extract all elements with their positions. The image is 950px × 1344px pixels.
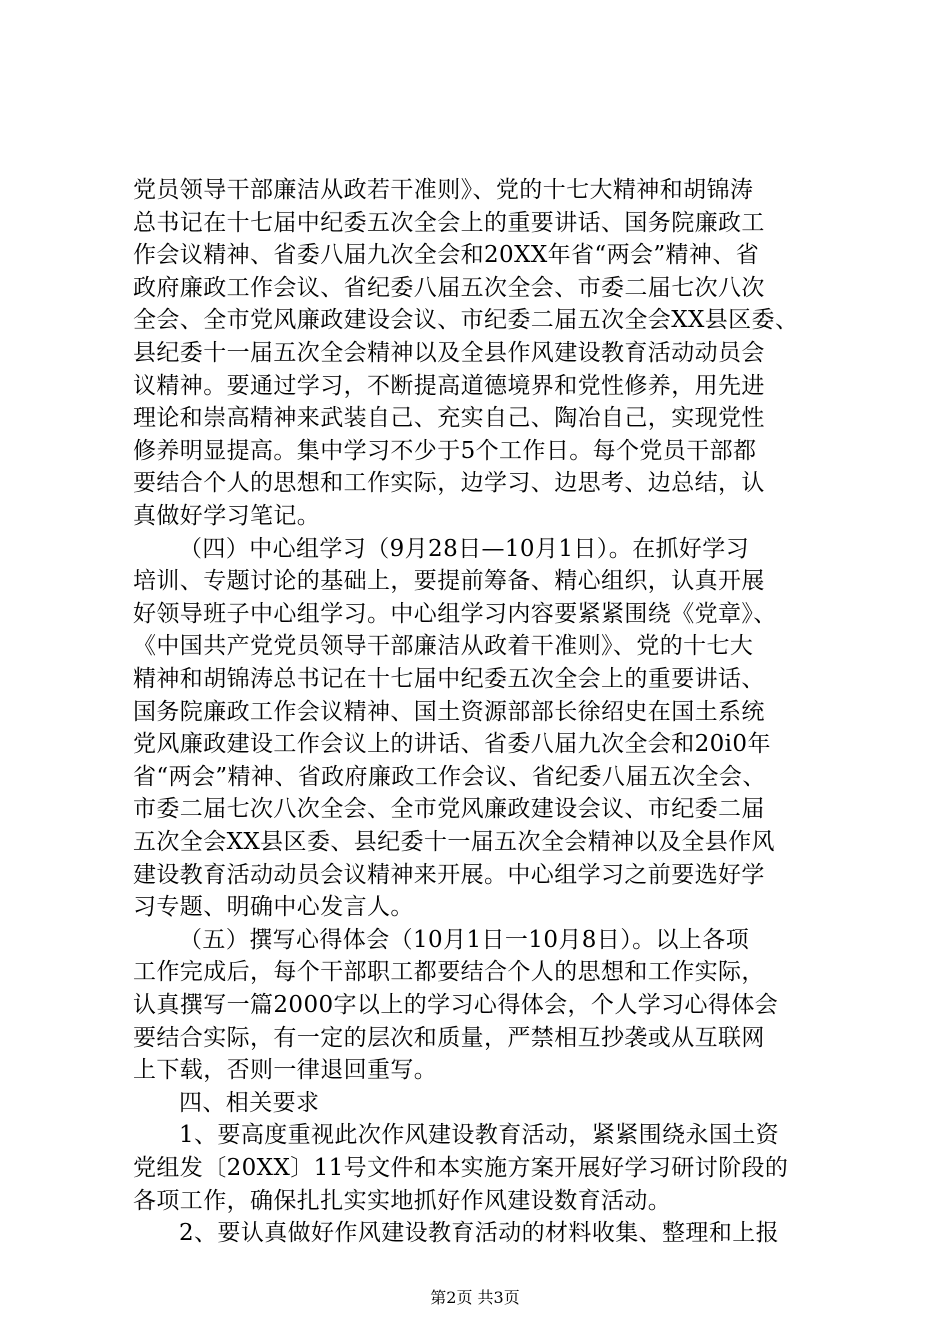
section-heading: 四、相关要求: [179, 1089, 320, 1116]
text-line: 党风廉政建设工作会议上的讲话、省委八届九次全会和20i0年: [133, 731, 771, 758]
text-line: 国务院廉政工作会议精神、国土资源部部长徐绍史在国土系统: [133, 698, 765, 725]
paragraph-heading: （五）撰写心得体会（10月1日一10月8日）。以上各项: [179, 926, 750, 953]
text-line: 党员领导干部廉洁从政若干准则》、党的十七大精神和胡锦涛: [133, 177, 754, 203]
text-line: 全会、全市党风廉政建设会议、市纪委二届五次全会XX县区委、: [133, 307, 799, 334]
text-line: 真做好学习笔记。: [133, 503, 321, 529]
text-line: 要结合个人的思想和工作实际，边学习、边思考、边总结，认: [133, 470, 765, 497]
text-line: 工作完成后，每个干部职工都要结合个人的思想和工作实际，: [133, 959, 765, 986]
text-line: 各项工作，确保扎扎实实地抓好作风建设数育活动。: [133, 1187, 672, 1214]
paragraph-start: 2、要认真做好作风建设教育活动的材料收集、整理和上报: [179, 1220, 780, 1247]
text-line: 县纪委十一届五次全会精神以及全县作风建设教育活动动员会: [133, 340, 765, 366]
text-line: 精神和胡锦涛总书记在十七届中纪委五次全会上的重要讲话、: [133, 666, 765, 692]
paragraph-heading: （四）中心组学习（9月28日—10月1日）。在抓好学习: [179, 535, 750, 562]
text-line: 总书记在十七届中纪委五次全会上的重要讲话、国务院廉政工: [133, 209, 765, 236]
page-number: 第2页 共3页: [430, 1288, 520, 1307]
paragraph-start: 1、要高度重视此次作风建设教育活动，紧紧围绕永国土资: [179, 1122, 780, 1149]
text-line: 建设教育活动动员会议精神来开展。中心组学习之前要选好学: [133, 861, 765, 888]
text-line: 政府廉政工作会议、省纪委八届五次全会、市委二届七次八次: [133, 274, 765, 301]
text-line: 《中国共产党党员领导干部廉洁从政着干准则》、党的十七大: [133, 633, 754, 660]
text-line: 修养明显提高。集中学习不少于5个工作日。每个党员干部都: [133, 437, 757, 464]
text-line: 要结合实际，有一定的层次和质量，严禁相互抄袭或从互联网: [133, 1024, 765, 1051]
text-line: 好领导班子中心组学习。中心组学习内容要紧紧围绕《党章》、: [133, 600, 777, 627]
text-line: 上下载，否则一律退回重写。: [133, 1057, 438, 1084]
text-line: 党组发〔20XX〕11号文件和本实施方案开展好学习研讨阶段的: [133, 1155, 789, 1181]
text-line: 省“两会”精神、省政府廉政工作会议、省纪委八届五次全会、: [133, 763, 766, 790]
text-line: 培训、专题讨论的基础上，要提前筹备、精心组织，认真开展: [133, 568, 765, 595]
text-line: 理论和崇高精神来武装自己、充实自己、陶冶自己，实现党性: [133, 405, 765, 432]
text-line: 习专题、明确中心发言人。: [133, 894, 414, 921]
text-line: 市委二届七次八次全会、全市党风廉政建设会议、市纪委二届: [133, 796, 765, 823]
text-line: 议精神。要通过学习，不断提高道德境界和党性修养，用先进: [133, 372, 765, 399]
text-line: 认真撰写一篇2000字以上的学习心得体会，个人学习心得体会: [133, 992, 779, 1018]
text-line: 五次全会XX县区委、县纪委十一届五次全会精神以及全县作风: [133, 829, 775, 855]
text-line: 作会议精神、省委八届九次全会和20XX年省“两会”精神、省: [133, 242, 760, 269]
